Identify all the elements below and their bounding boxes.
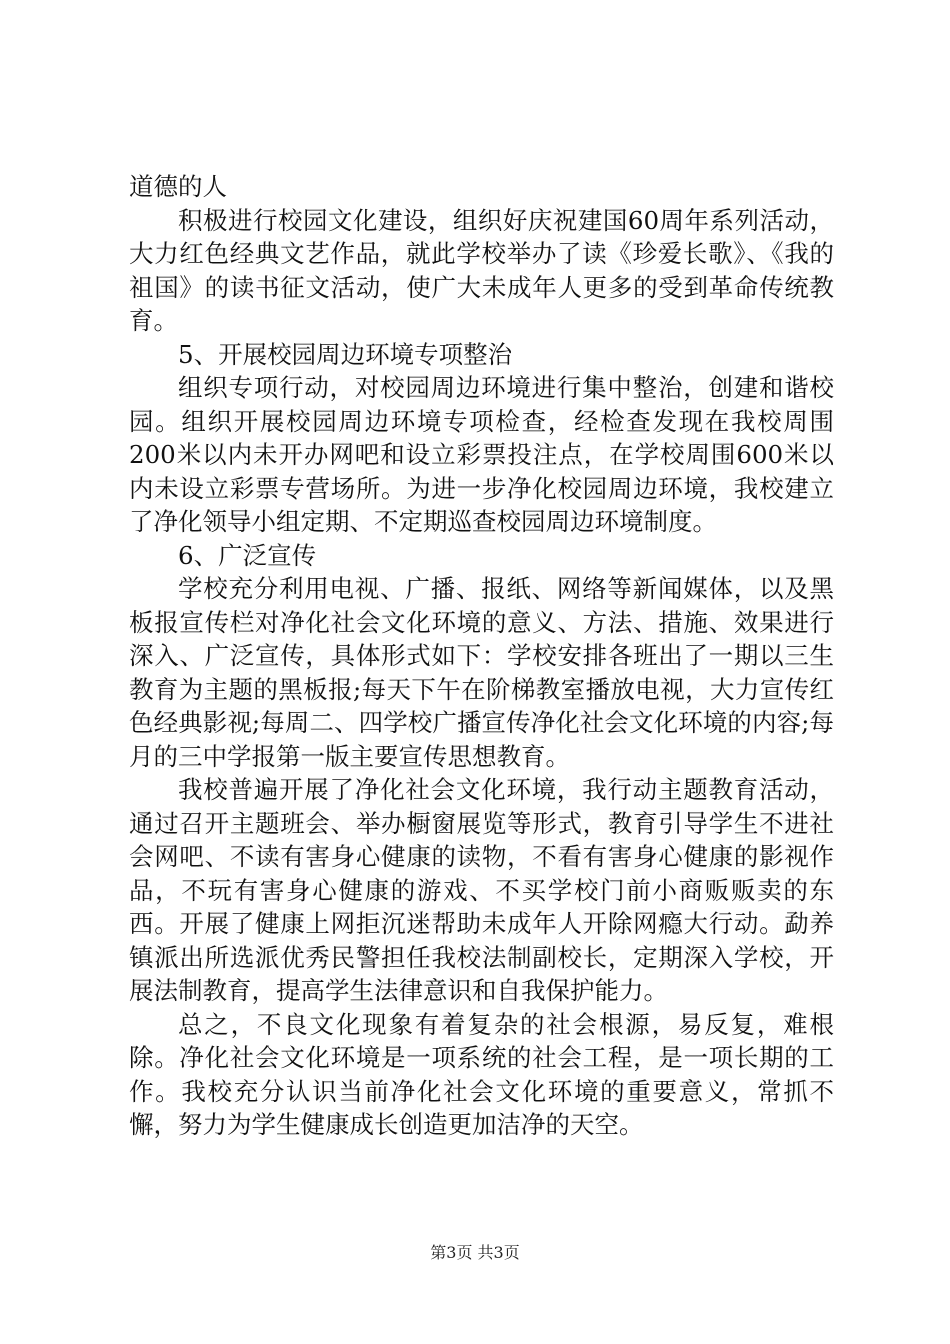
paragraph-2: 积极进行校园文化建设，组织好庆祝建国60周年系列活动，大力红色经典文艺作品，就此学校举办了读《珍爱长歌》、《我的祖国》的读书征文活动，使广大未成年人更多的受到革命传统教育。 <box>129 205 834 335</box>
paragraph-4: 学校充分利用电视、广播、报纸、网络等新闻媒体，以及黑板报宣传栏对净化社会文化环境的意义、方法、措施、效果进行深入、广泛宣传，具体形式如下：学校安排各班出了一期以三生教育为主题的黑板报;每天下午在阶梯教室播放电视，大力宣传红色经典影视;每周二、四学校广播宣传净化社会文化环境的内容;每月的三中学报第一版主要宣传思想教育。 <box>129 574 834 771</box>
paragraph-6: 总之，不良文化现象有着复杂的社会根源，易反复，难根除。净化社会文化环境是一项系统的社会工程，是一项长期的工作。我校充分认识当前净化社会文化环境的重要意义，常抓不懈，努力为学生健康成长创造更加洁净的天空。 <box>129 1009 834 1139</box>
document-body <box>129 170 834 1142</box>
paragraph-3: 组织专项行动，对校园周边环境进行集中整治，创建和谐校园。组织开展校园周边环境专项检查，经检查发现在我校周围200米以内未开办网吧和设立彩票投注点，在学校周围600米以内未设立彩票专营场所。为进一步净化校园周边环境，我校建立了净化领导小组定期、不定期巡查校园周边环境制度。 <box>129 373 834 536</box>
page-footer: 第3页 共3页 <box>430 1243 520 1262</box>
section-heading-5: 5、开展校园周边环境专项整治 <box>178 339 513 369</box>
paragraph-1: 道德的人 <box>129 172 227 201</box>
paragraph-5: 我校普遍开展了净化社会文化环境，我行动主题教育活动，通过召开主题班会、举办橱窗展览等形式，教育引导学生不进社会网吧、不读有害身心健康的读物，不看有害身心健康的影视作品，不玩有害身心健康的游戏、不买学校门前小商贩贩卖的东西。开展了健康上网拒沉迷帮助未成年人开除网瘾大行动。勐养镇派出所选派优秀民警担任我校法制副校长，定期深入学校，开展法制教育，提高学生法律意识和自我保护能力。 <box>129 775 834 1005</box>
section-heading-6: 6、广泛宣传 <box>178 540 317 570</box>
